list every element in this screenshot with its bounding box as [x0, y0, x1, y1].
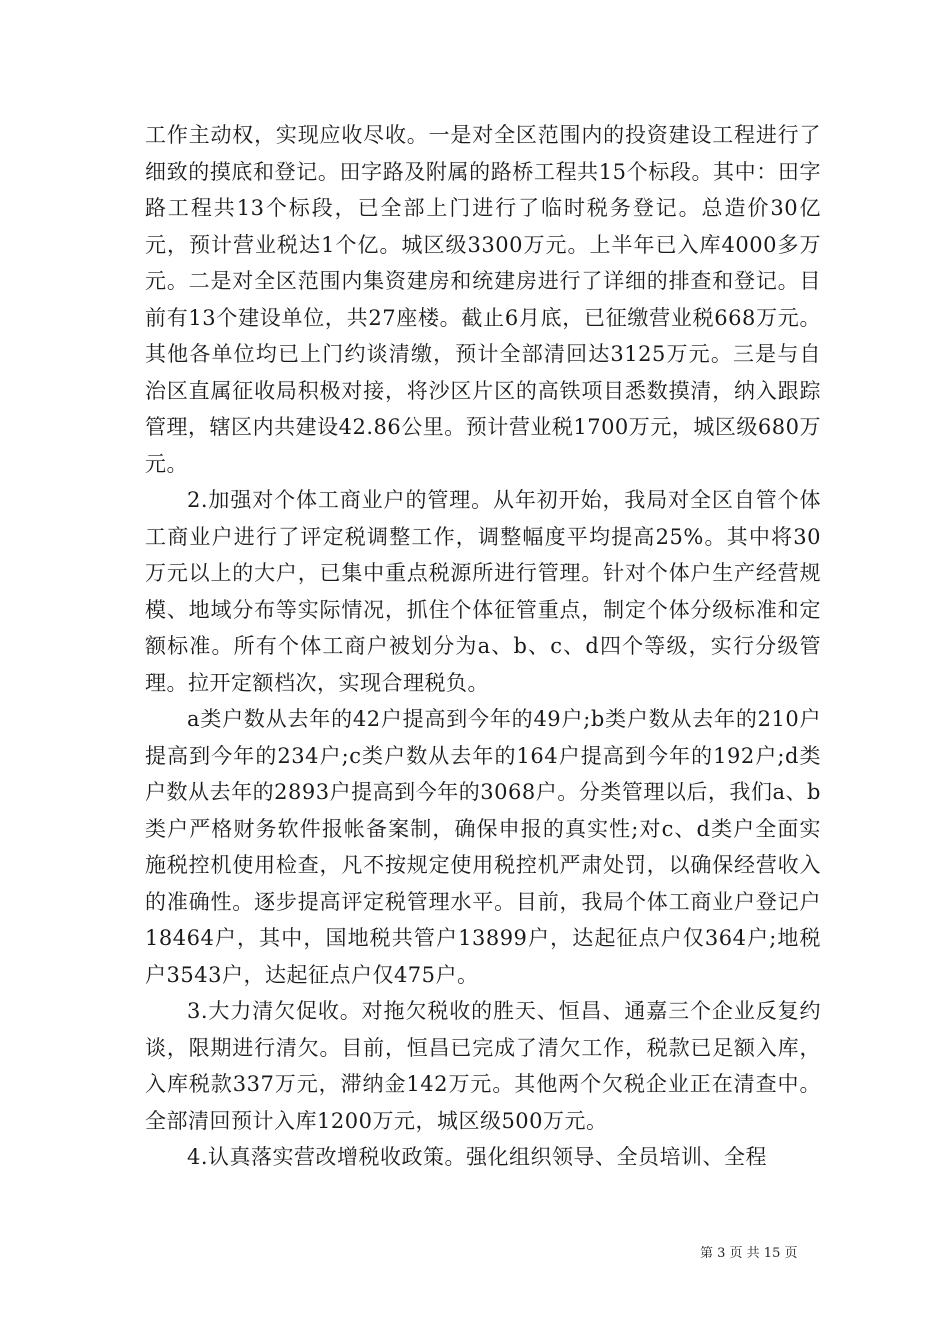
paragraph-2: 2.加强对个体工商业户的管理。从年初开始，我局对全区自管个体工商业户进行了评定税调整工作，调整幅度平均提高25%。其中将30万元以上的大户，已集中重点税源所进行管理。针对个体户生产经营规模、地域分布等实际情况，抓住个体征管重点，制定个体分级标准和定额标准。所有个体工商户被划分为a、b、c、d四个等级，实行分级管理。拉开定额档次，实现合理税负。	[145, 488, 821, 695]
page-number: 第 3 页 共 15 页	[700, 1246, 798, 1261]
paragraph-4: 3.大力清欠促收。对拖欠税收的胜天、恒昌、通嘉三个企业反复约谈，限期进行清欠。目前，恒昌已完成了清欠工作，税款已足额入库，入库税款337万元，滞纳金142万元。其他两个欠税企业正在清查中。全部清回预计入库1200万元，城区级500万元。	[145, 999, 821, 1133]
document-body	[145, 117, 821, 1176]
paragraph-5: 4.认真落实营改增税收政策。强化组织领导、全员培训、全程	[187, 1145, 768, 1169]
paragraph-1: 工作主动权，实现应收尽收。一是对全区范围内的投资建设工程进行了细致的摸底和登记。田字路及附属的路桥工程共15个标段。其中：田字路工程共13个标段，已全部上门进行了临时税务登记。总造价30亿元，预计营业税达1个亿。城区级3300万元。上半年已入库4000多万元。二是对全区范围内集资建房和统建房进行了详细的排查和登记。目前有13个建设单位，共27座楼。截止6月底，已征缴营业税668万元。其他各单位均已上门约谈清缴，预计全部清回达3125万元。三是与自治区直属征收局积极对接，将沙区片区的高铁项目悉数摸清，纳入跟踪管理，辖区内共建设42.86公里。预计营业税1700万元，城区级680万元。	[145, 123, 821, 476]
paragraph-3: a类户数从去年的42户提高到今年的49户;b类户数从去年的210户提高到今年的234户;c类户数从去年的164户提高到今年的192户;d类户数从去年的2893户提高到今年的3068户。分类管理以后，我们a、b类户严格财务软件报帐备案制，确保申报的真实性;对c、d类户全面实施税控机使用检查，凡不按规定使用税控机严肃处罚，以确保经营收入的准确性。逐步提高评定税管理水平。目前，我局个体工商业户登记户18464户，其中，国地税共管户13899户，达起征点户仅364户;地税户3543户，达起征点户仅475户。	[145, 707, 821, 987]
